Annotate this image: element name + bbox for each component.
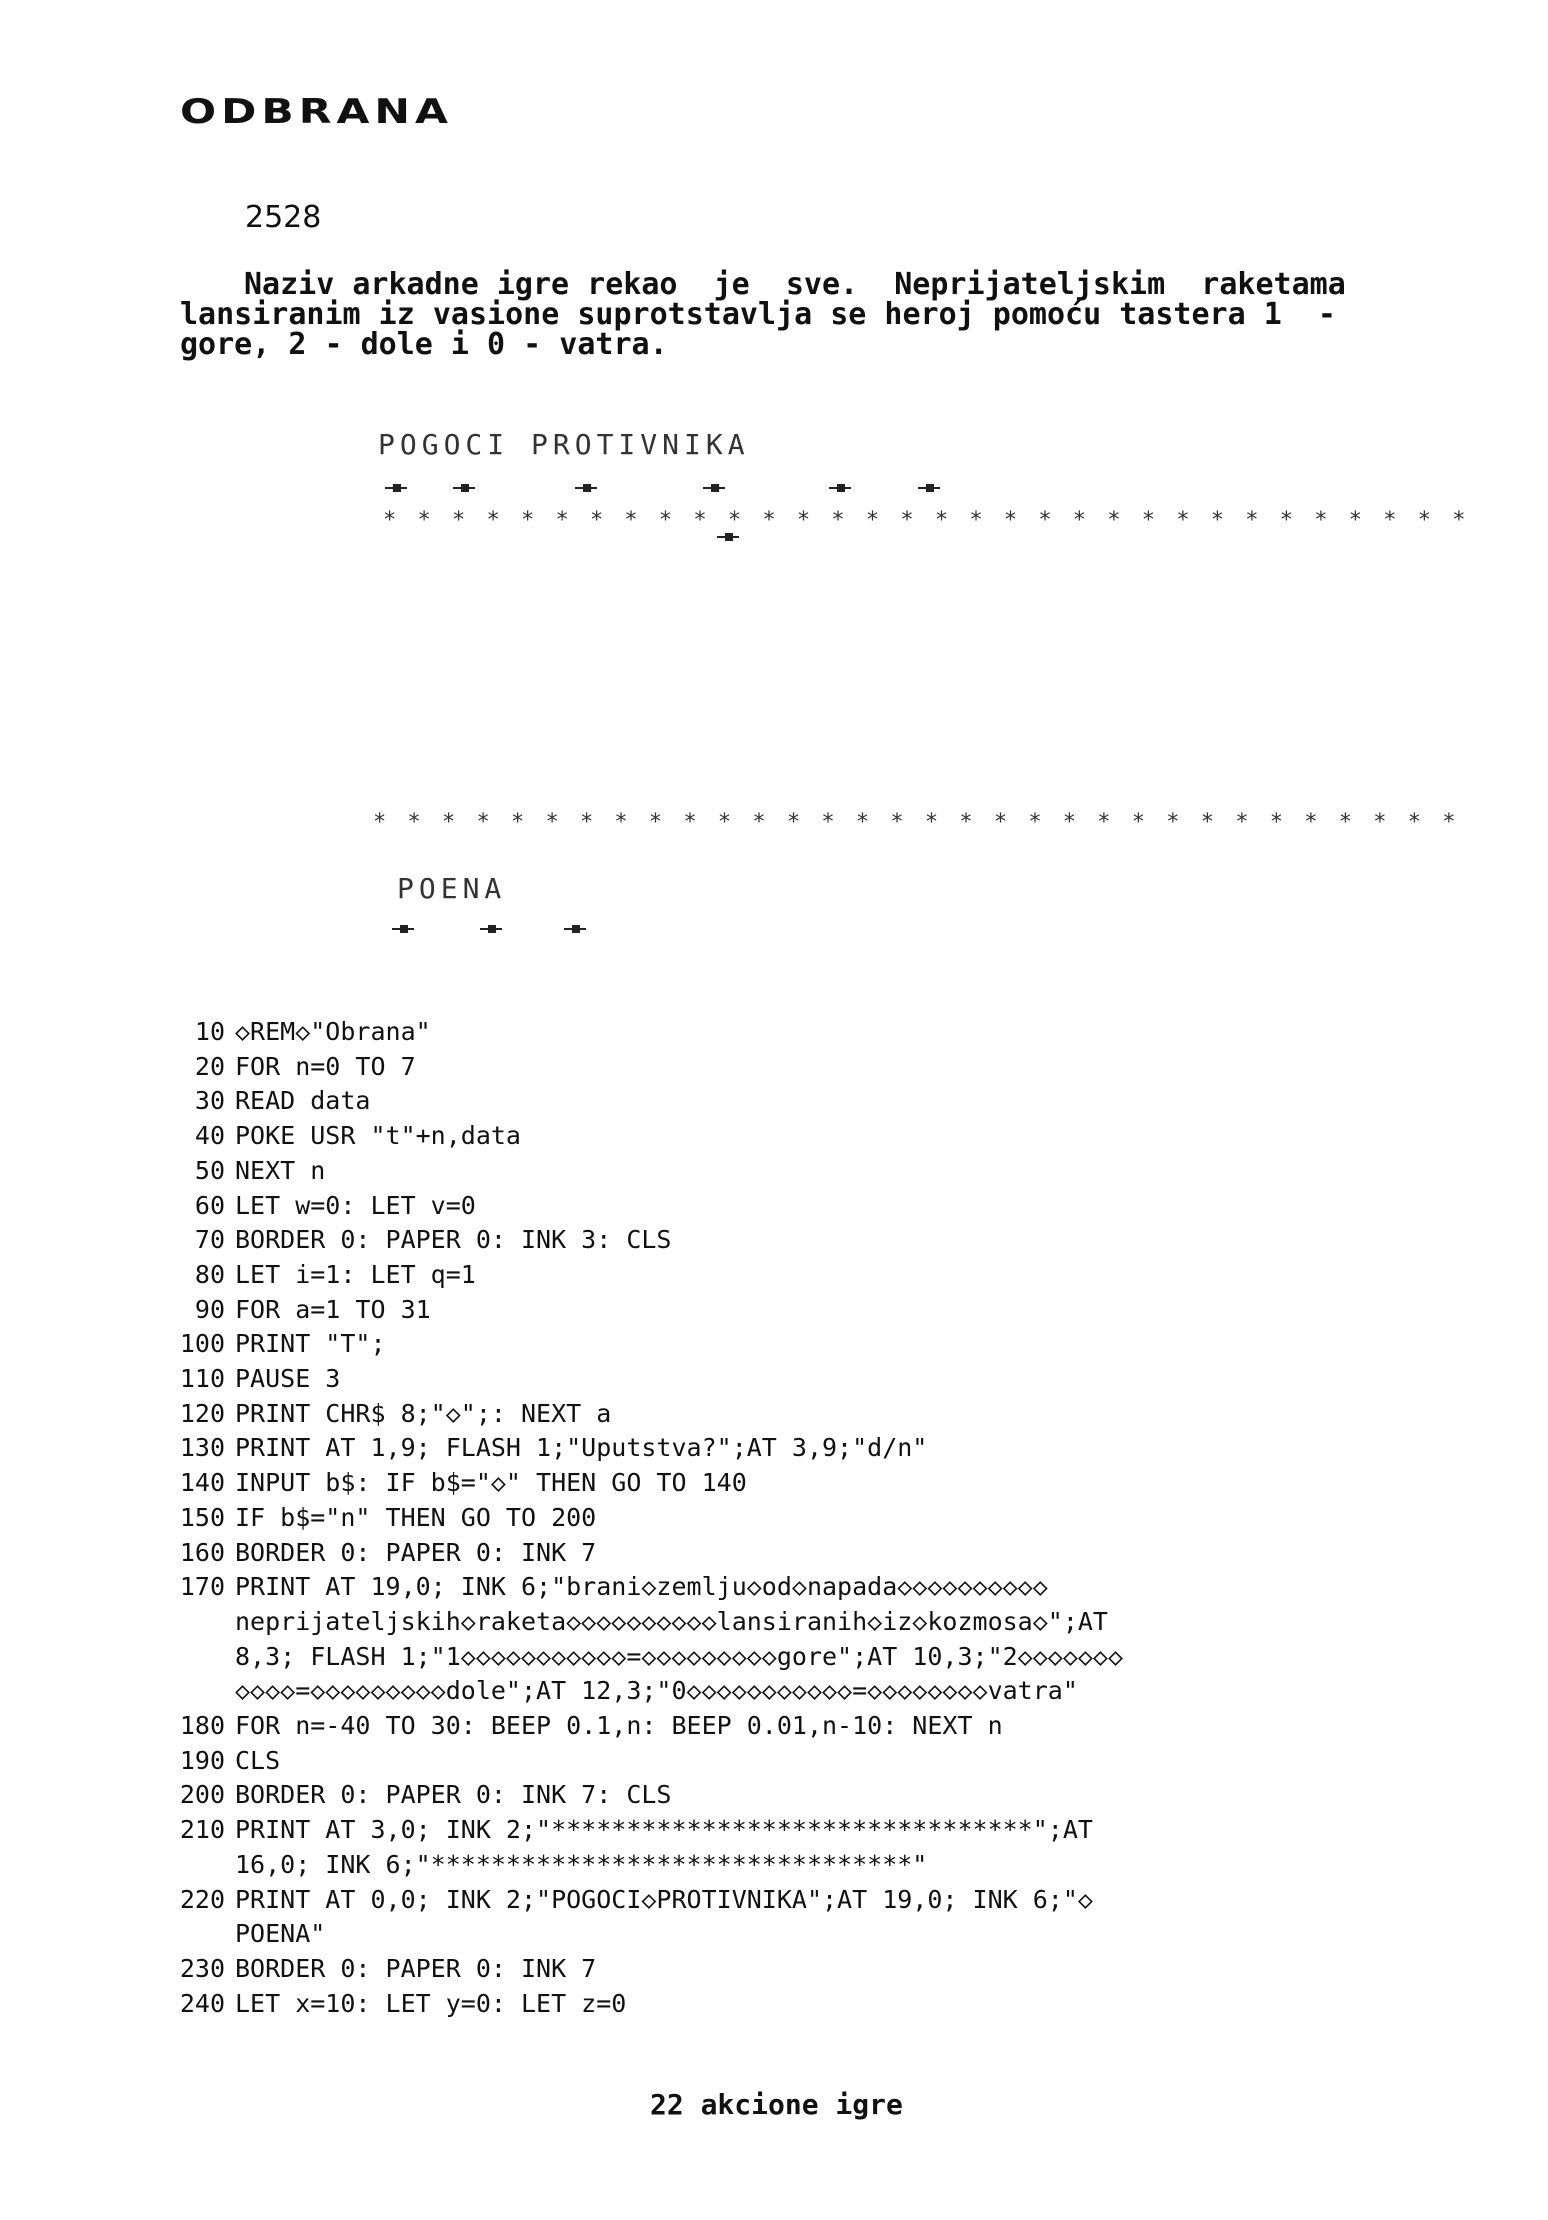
code-line [150,1293,1530,1328]
code-line [150,1084,1530,1119]
code-line [150,1744,1530,1779]
line-statement: IF b$="n" THEN GO TO 200 [235,1502,597,1532]
line-statement: CLS [235,1745,281,1775]
code-line [150,1813,1530,1882]
line-statement: POKE USR "t"+n,data [235,1121,521,1151]
line-statement: PRINT AT 0,0; INK 2;"POGOCI◇PROTIVNIKA";AT 19,0; INK 6;"◇ POENA" [235,1884,1093,1949]
line-number: 180 [179,1711,225,1741]
intro-paragraph [180,267,1540,362]
line-statement: LET x=10: LET y=0: LET z=0 [235,1988,627,2018]
stars-line-bottom: * * * * * * * * * * * * * * * * * * * * * * * * * * * * * * * * [373,810,1460,835]
code-line [150,1154,1530,1189]
code-line [150,1501,1530,1536]
line-number: 50 [194,1155,225,1185]
rocket-icon [575,484,597,492]
code-line [150,1327,1530,1362]
line-statement: FOR n=0 TO 7 [235,1051,416,1081]
screen-top-label: POGOCI PROTIVNIKA [378,428,750,461]
rocket-icon [392,925,414,933]
line-number: 170 [179,1572,225,1602]
code-line [150,1189,1530,1224]
line-number: 230 [179,1953,225,1983]
line-statement: READ data [235,1086,371,1116]
line-number: 70 [194,1225,225,1255]
rocket-icon [480,925,502,933]
line-number: 30 [194,1086,225,1116]
line-statement: BORDER 0: PAPER 0: INK 3: CLS [235,1225,672,1255]
code-line [150,1431,1530,1466]
code-line [150,1536,1530,1571]
line-number: 200 [179,1780,225,1810]
rocket-icon [564,925,586,933]
basic-listing [150,1015,1530,2021]
line-statement: BORDER 0: PAPER 0: INK 7 [235,1537,597,1567]
page-footer: 22 akcione igre [650,2088,903,2121]
line-statement: FOR n=-40 TO 30: BEEP 0.1,n: BEEP 0.01,n-10: NEXT n [235,1711,1003,1741]
rocket-icon [918,484,940,492]
line-statement: FOR a=1 TO 31 [235,1294,431,1324]
line-number: 80 [194,1259,225,1289]
line-number: 120 [179,1398,225,1428]
code-line [150,1570,1530,1709]
code-line [150,1466,1530,1501]
line-statement: PRINT "T"; [235,1329,386,1359]
line-number: 220 [179,1884,225,1914]
rocket-icon [703,484,725,492]
rocket-icon [453,484,475,492]
code-line [150,1987,1530,2022]
code-line [150,1223,1530,1258]
line-statement: LET i=1: LET q=1 [235,1259,476,1289]
line-number: 160 [179,1537,225,1567]
line-number: 190 [179,1745,225,1775]
code-line [150,1050,1530,1085]
line-number: 110 [179,1364,225,1394]
line-statement: ◇REM◇"Obrana" [235,1017,431,1046]
program-title: ODBRANA [180,92,453,132]
line-statement: PAUSE 3 [235,1364,341,1394]
line-statement: PRINT CHR$ 8;"◇";: NEXT a [235,1398,612,1428]
code-line [150,1362,1530,1397]
score-rockets-row [392,925,612,945]
line-statement: PRINT AT 3,0; INK 2;"********************************";AT 16,0; INK 6;"********************************" [235,1815,1093,1879]
line-number: 10 [194,1017,225,1046]
code-line [150,1397,1530,1432]
code-line [150,1015,1530,1050]
code-line [150,1952,1530,1987]
intro-line: Naziv arkadne igre rekao je sve. Neprijateljskim raketama [244,267,1346,302]
line-number: 60 [194,1190,225,1220]
code-line [150,1119,1530,1154]
screen-bottom-label: POENA [397,872,507,905]
line-number: 140 [179,1468,225,1498]
line-statement: INPUT b$: IF b$="◇" THEN GO TO 140 [235,1468,747,1498]
intro-line: lansiranim iz vasione suprotstavlja se heroj pomoću tastera 1 - [180,297,1336,332]
line-number: 40 [194,1121,225,1151]
line-number: 240 [179,1988,225,2018]
code-line [150,1778,1530,1813]
line-statement: PRINT AT 1,9; FLASH 1;"Uputstva?";AT 3,9;"d/n" [235,1433,928,1463]
line-number: 20 [194,1051,225,1081]
line-number: 100 [179,1329,225,1359]
line-number: 130 [179,1433,225,1463]
code-line [150,1258,1530,1293]
line-statement: BORDER 0: PAPER 0: INK 7: CLS [235,1780,672,1810]
line-statement: PRINT AT 19,0; INK 6;"brani◇zemlju◇od◇napada◇◇◇◇◇◇◇◇◇◇ neprijateljskih◇raketa◇◇◇◇◇◇◇◇◇◇lansiranih◇iz◇kozmosa◇";AT 8,3; FLASH 1;"1◇◇◇◇◇◇◇◇◇◇◇=◇◇◇◇◇◇◇◇◇gore";AT 10,3;"2◇◇◇◇◇◇◇ ◇◇◇◇=◇◇◇◇◇◇◇◇◇dole";AT 12,3;"0◇◇◇◇◇◇◇◇◇◇◇=◇◇◇◇◇◇◇◇vatra" [235,1572,1124,1706]
line-number: 150 [179,1502,225,1532]
intro-line: gore, 2 - dole i 0 - vatra. [180,327,668,362]
line-number: 210 [179,1815,225,1845]
line-number: 90 [194,1294,225,1324]
rocket-icon [717,533,739,541]
rocket-icon [385,484,407,492]
program-number: 2528 [245,200,322,235]
line-statement: NEXT n [235,1155,326,1185]
code-line [150,1883,1530,1952]
enemy-rockets-row [385,484,945,504]
line-statement: BORDER 0: PAPER 0: INK 7 [235,1953,597,1983]
code-line [150,1709,1530,1744]
rocket-icon [829,484,851,492]
line-statement: LET w=0: LET v=0 [235,1190,476,1220]
stars-line-top: * * * * * * * * * * * * * * * * * * * * * * * * * * * * * * * * [383,508,1470,533]
